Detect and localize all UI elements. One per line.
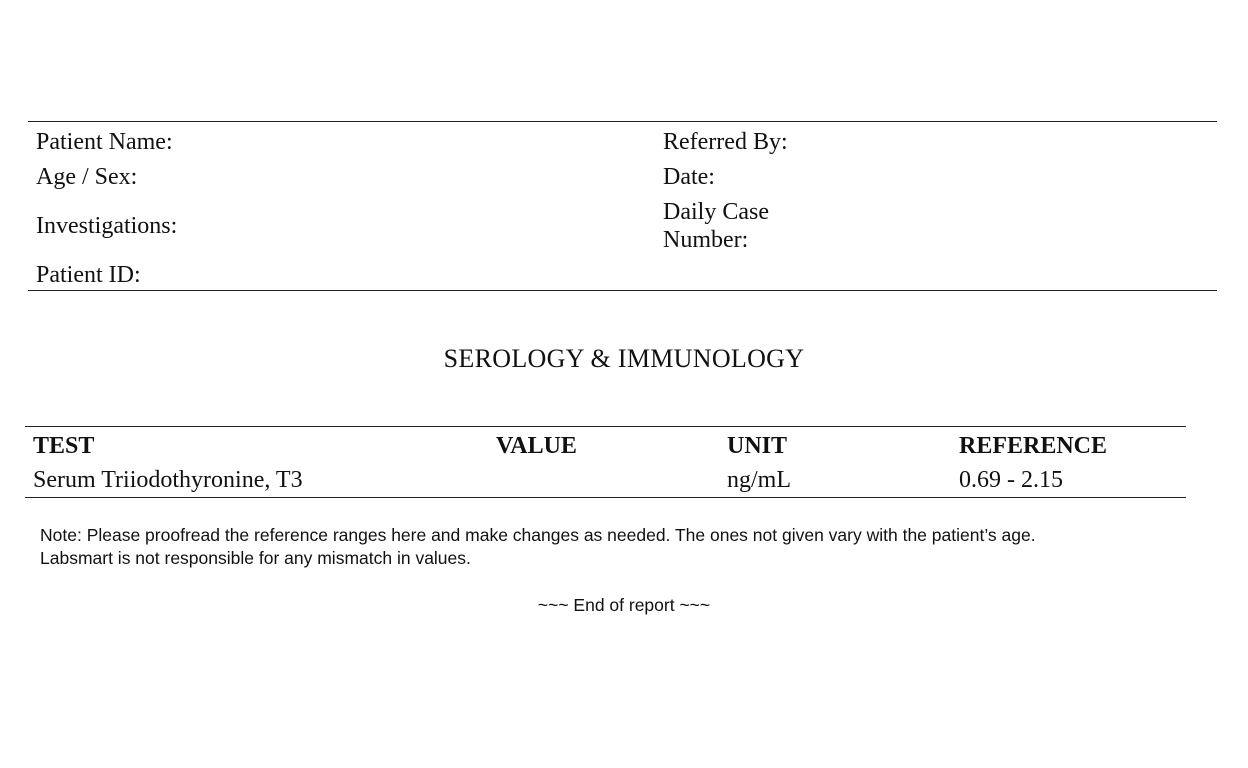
- disclaimer-note: [40, 524, 1220, 570]
- date-label: Date:: [663, 164, 715, 190]
- daily-case-label-line1: Daily Case: [663, 199, 769, 225]
- row-unit: ng/mL: [727, 467, 791, 493]
- patient-id-label: Patient ID:: [36, 262, 141, 288]
- patient-name-label: Patient Name:: [36, 129, 173, 155]
- row-reference: 0.69 - 2.15: [959, 467, 1063, 493]
- section-title: SEROLOGY & IMMUNOLOGY: [443, 344, 805, 373]
- investigations-label: Investigations:: [36, 213, 178, 239]
- row-test-name: Serum Triiodothyronine, T3: [33, 467, 303, 493]
- patient-info-block: [28, 121, 1217, 291]
- header-reference: REFERENCE: [959, 433, 1108, 459]
- referred-by-label: Referred By:: [663, 129, 788, 155]
- age-sex-label: Age / Sex:: [36, 164, 138, 190]
- note-line-2: Labsmart is not responsible for any mismatch in values.: [40, 548, 471, 568]
- end-of-report: ~~~ End of report ~~~: [537, 595, 711, 615]
- header-test: TEST: [33, 433, 95, 459]
- header-value: VALUE: [496, 433, 577, 459]
- note-line-1: Note: Please proofread the reference ranges here and make changes as needed. The ones not given vary with the patient’s age.: [40, 525, 1036, 545]
- results-table: [25, 426, 1186, 498]
- header-unit: UNIT: [727, 433, 788, 459]
- daily-case-label-line2: Number:: [663, 227, 749, 253]
